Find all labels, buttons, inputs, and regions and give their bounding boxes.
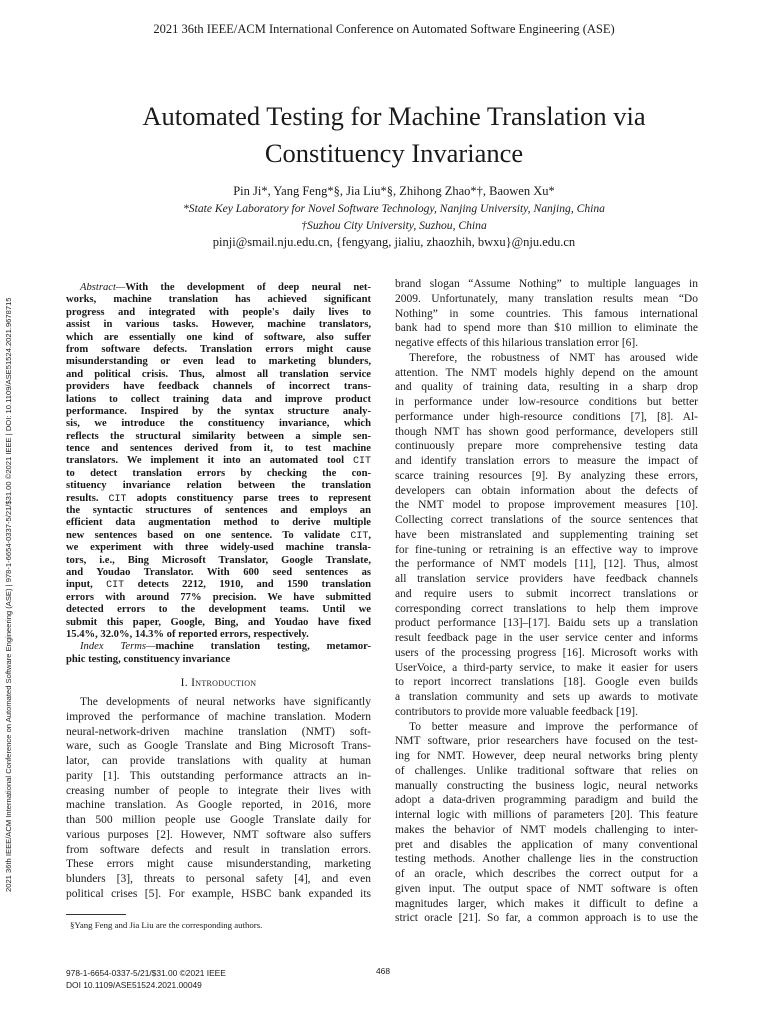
left-column (66, 282, 371, 902)
abstract-line: lations to collect training data and improve product (66, 393, 371, 405)
side-margin-citation: 2021 36th IEEE/ACM International Conference on Automated Software Engineering (ASE) | 978-1-6654-0337-5/21/$31.00 ©2021 IEEE | DOI: 10.1109/ASE51524.2021.9678715 (4, 297, 13, 892)
abstract-line: providers have feedback channels of incorrect trans- (66, 381, 371, 393)
abstract-line: 15.4%, 32.0%, 14.3% of reported errors, respectively. (66, 628, 309, 640)
body-line: ware, such as Google Translate and Bing Microsoft Trans- (66, 740, 371, 753)
body-line: makes the behavior of NMT models challenging to inter- (395, 823, 698, 836)
footer-doi: DOI 10.1109/ASE51524.2021.00049 (66, 979, 202, 990)
body-line: corresponding correct translations to help them improve (395, 602, 698, 615)
index-terms-heading: Index Terms (80, 641, 147, 653)
body-line: political crises [5]. For example, HSBC bank expanded its (66, 887, 371, 900)
footer-isbn: 978-1-6654-0337-5/21/$31.00 ©2021 IEEE (66, 968, 226, 978)
body-line: neural-network-driven machine translation (NMT) soft- (66, 725, 371, 738)
body-line: result feedback page in the user service center and informs (395, 632, 698, 644)
title-line-1: Automated Testing for Machine Translation via (142, 101, 646, 131)
body-line: The developments of neural networks have significantly (80, 696, 371, 709)
abstract-line: from software defects. Translation errors might cause (66, 343, 371, 355)
abstract-line: input, CIT detects 2212, 1910, and 1590 translation (66, 579, 371, 592)
body-line: the performance of NMT models [11], [12]. Thus, almost (395, 558, 698, 571)
abstract-line: works, machine translation has achieved significant (66, 294, 371, 306)
tool-name: CIT (106, 580, 125, 592)
body-line: in performance under low-resource conditions but better (395, 396, 698, 408)
affiliation-2: †Suzhou City University, Suzhou, China (301, 219, 487, 232)
body-line: brand slogan “Assume Nothing” to multiple languages in (395, 278, 698, 290)
title-line-2: Constituency Invariance (264, 138, 524, 168)
body-line: of an oracle, which describes the correct output for a (395, 868, 698, 880)
body-line: Therefore, the robustness of NMT has aroused wide (409, 351, 698, 364)
abstract-line: we experiment with three widely-used machine transla- (66, 542, 371, 554)
abstract-line: and Youdao Translator. With 600 seed sentences as (66, 566, 371, 578)
body-line: magnitudes larger, which makes it difficult to define a (395, 897, 698, 910)
body-line: given input. The output space of NMT software is often (395, 882, 698, 895)
abstract-line: reflects the structural similarity between a simple sen- (66, 430, 371, 442)
conference-header: 2021 36th IEEE/ACM International Conference on Automated Software Engineering (ASE) (153, 22, 615, 36)
right-column (395, 277, 698, 926)
abstract-line: efficient data augmentation method to derive multiple (66, 517, 371, 529)
abstract-line: which are essentially one kind of software, also suffer (66, 331, 371, 343)
body-line: testing methods. Another challenge lies in the construction (395, 853, 698, 866)
body-line: improved the performance of machine translation. Modern (66, 710, 371, 723)
abstract-line: misunderstanding or even lead to marketing blunders, (66, 356, 371, 368)
body-line: various purposes [2]. However, NMT software also suffers (66, 828, 371, 841)
paper-title (60, 98, 728, 172)
abstract-line: Abstract—With the development of deep neural net- (80, 282, 371, 293)
abstract-line: progress and integrated with people's daily lives to (66, 306, 371, 318)
body-line: of challenges. Unlike traditional software that relies on (395, 764, 698, 777)
body-line: adopt a data-driven programming paradigm and build the (395, 794, 698, 807)
affiliation-1: *State Key Laboratory for Novel Software Technology, Nanjing University, Nanjing, China (183, 202, 605, 215)
body-line: from software defects and result in translation errors. (66, 843, 371, 856)
body-line: manually constructing the business logic, neural networks (395, 779, 698, 792)
abstract-line: errors with around 77% precision. We have submitted (66, 591, 371, 603)
body-line: have been mistranslated and supplementing training set (395, 528, 698, 541)
tool-name: CIT (352, 456, 371, 468)
body-line: the NMT model to propose improvement measures [10]. (395, 499, 698, 512)
body-line: UserVoice, a third-party service, to make it easier for users (395, 661, 698, 674)
abstract-line: assist in various tasks. However, machine translators, (66, 319, 371, 331)
body-line: users of the processing progress [16]. Microsoft works with (395, 646, 698, 659)
abstract-line: translators. We implement it into an automated tool CIT (66, 455, 371, 468)
body-line: ing for NMT. However, deep neural networks bring plenty (395, 750, 698, 762)
body-line: 2009. Unfortunately, many translation results mean “Do (395, 292, 698, 305)
body-line: continuously prepare more comprehensive testing data (395, 440, 698, 453)
tool-name: CIT (350, 530, 369, 542)
abstract-line: to detect translation errors by checking the con- (66, 467, 371, 479)
body-line: creasing number of people to integrate their lives with (66, 784, 371, 797)
index-terms: Index Terms—machine translation testing, metamor- (80, 641, 371, 653)
abstract-line: performance. Inspired by the syntax structure analy- (66, 405, 371, 417)
abstract (66, 282, 371, 666)
author-emails: pinji@smail.nju.edu.cn, {fengyang, jialiu, zhaozhih, bwxu}@nju.edu.cn (212, 235, 576, 249)
footer-copyright (66, 968, 226, 991)
body-line: machine translation. As Google reported, in 2016, more (66, 799, 371, 812)
abstract-heading: Abstract (80, 282, 116, 293)
abstract-line: and political crisis. Thus, almost all translation service (66, 368, 371, 380)
body-line: pret and disables the application of many conventional (395, 838, 698, 851)
abstract-line: sis, we introduce the constituency invariance, which (66, 418, 371, 430)
body-line: and identify translation errors to measure the impact of (395, 455, 698, 467)
body-line: attention. The NMT models highly depend on the amount (395, 366, 698, 379)
abstract-line: submit this paper, Google, Bing, and Youdao have fixed (66, 616, 371, 628)
abstract-line: stituency invariance relation between the translation (66, 480, 371, 492)
author-names: Pin Ji*, Yang Feng*§, Jia Liu*§, Zhihong Zhao*†, Baowen Xu* (233, 184, 555, 198)
body-line: a translation community and sets up awards to motivate (395, 691, 698, 703)
footnote-rule (66, 914, 126, 915)
author-block (60, 183, 728, 251)
body-line: negative effects of this hilarious translation error [6]. (395, 337, 639, 349)
body-line: and require users to submit incorrect translations or (395, 587, 698, 600)
body-line: all translation service providers have feedback channels (395, 573, 698, 585)
body-line: Collecting correct translations of the source sentences that (395, 514, 698, 526)
body-line: bank had to spend more than $10 million to eliminate the (395, 322, 698, 335)
section-heading: I. Introduction (180, 677, 257, 690)
body-line: parity [1]. This outstanding performance attracts an in- (66, 769, 371, 782)
body-line: for fine-tuning or retraining is an effective way to improve (395, 543, 698, 556)
abstract-line: tors, i.e., Bing Microsoft Translator, Google Translate, (66, 554, 371, 566)
body-line: Nothing” in some countries. This famous international (395, 307, 698, 320)
abstract-line: detected errors to the development teams. Until we (66, 604, 371, 616)
body-line: NMT software, prior researchers have focused on the test- (395, 735, 698, 748)
body-line: blunders [3], threats to personal safety [4], and even (66, 873, 371, 886)
page-number: 468 (376, 966, 390, 976)
abstract-line: the syntactic structures of sentences and employs an (66, 505, 371, 517)
body-line: internal logic with millions of parameters [20]. This feature (395, 809, 698, 821)
abstract-line: tence and sentences derived from it, to test machine (66, 443, 371, 455)
body-line: These errors might cause misunderstanding, marketing (66, 858, 371, 871)
abstract-line: new sentences based on one sentence. To validate CIT, (66, 529, 371, 542)
body-line: product performance [13]–[17]. Baidu sets up a translation (395, 617, 698, 630)
body-line: than 500 million people use Google Translate daily for (66, 814, 371, 827)
footnote: §Yang Feng and Jia Liu are the corresponding authors. (70, 920, 263, 930)
body-line: strict oracle [21]. So far, a common approach is to use the (395, 912, 698, 925)
body-line: performance under high-resource conditions [7], [8]. Al- (395, 410, 698, 423)
body-line: though NMT has shown good performance, developers still (395, 425, 698, 438)
body-line: developers can obtain information about the defects of (395, 484, 698, 497)
tool-name: CIT (108, 493, 127, 505)
body-line: and quality of training data, resulting in a sharp drop (395, 381, 698, 394)
body-line: lator, can provide translations with quality at human (66, 755, 371, 768)
body-line: to report incorrect translations [18]. Google even builds (395, 676, 698, 689)
intro-paragraph (66, 695, 371, 902)
index-terms: phic testing, constituency invariance (66, 653, 231, 665)
body-line: scarce training resources [9]. By analyzing these errors, (395, 469, 698, 482)
body-line: To better measure and improve the performance of (409, 720, 698, 733)
abstract-line: results. CIT adopts constituency parse trees to represent (66, 492, 371, 505)
body-line: contributors to provide more valuable feedback [19]. (395, 705, 639, 718)
